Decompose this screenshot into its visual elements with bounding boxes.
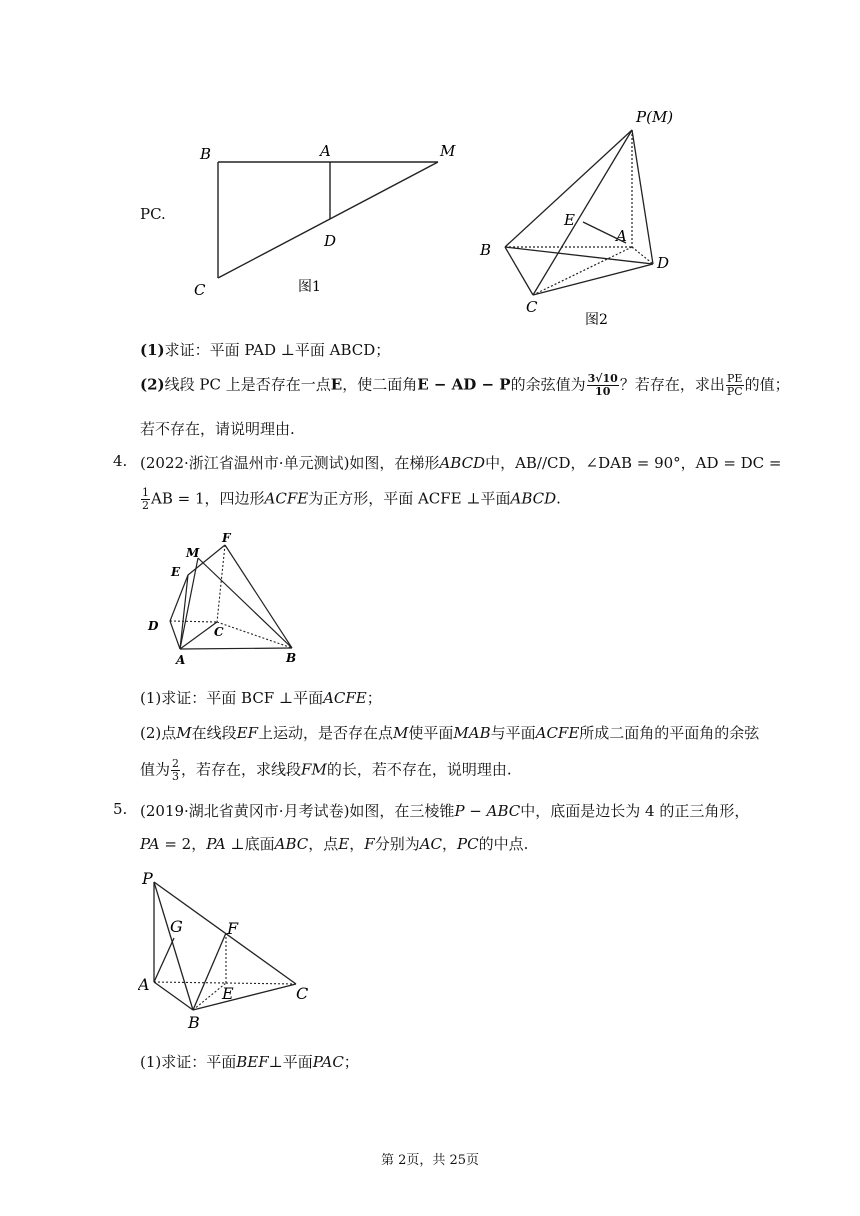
fig4-label-C: C [214, 625, 224, 639]
fig2-label-C: C [526, 298, 538, 316]
fig5-label-C: C [296, 984, 309, 1003]
fig4-label-F: F [222, 531, 231, 545]
fig4-label-B: B [286, 651, 297, 665]
fig2-label-D: D [657, 254, 670, 272]
fig1-caption: 图1 [298, 279, 321, 295]
fig5-label-E: E [222, 984, 234, 1003]
fig5-label-B: B [188, 1013, 200, 1032]
fig2-label-PM: P(M) [636, 108, 674, 126]
fig4-label-E: E [171, 565, 181, 579]
p3-question-2-line2: 若不存在，请说明理由. [140, 420, 295, 438]
p3-question-1: (1)求证：平面 PAD ⊥平面 ABCD； [140, 341, 391, 359]
fig1-label-D: D [324, 232, 337, 250]
p5-question-1: (1)求证：平面BEF⊥平面PAC； [140, 1053, 359, 1071]
p5-number: 5. [113, 800, 128, 818]
fig5-label-P: P [142, 869, 153, 888]
fig2-label-A: A [616, 227, 627, 245]
fig1-label-C: C [194, 281, 206, 299]
fig2-label-B: B [480, 241, 492, 259]
figure-2 [470, 100, 720, 335]
fig4-label-M: M [186, 546, 200, 560]
p3-question-2: (2)线段 PC 上是否存在一点E，使二面角E − AD − P的余弦值为 $\frac{3√10}{10}$ ？若存在，求出 $\frac{PE}{PC}$ 的值； [140, 372, 790, 398]
fig2-caption: 图2 [585, 312, 608, 328]
fig4-label-A: A [176, 653, 186, 667]
fig2-label-E: E [564, 211, 575, 229]
pc-fragment: PC. [140, 205, 166, 223]
p4-question-2-line2: 值为 $\frac{2}{3}$ ，若存在，求线段FM的长，若不存在，说明理由. [140, 757, 512, 783]
p4-question-1: (1)求证：平面 BCF ⊥平面ACFE； [140, 689, 382, 707]
fig5-label-F: F [227, 919, 239, 938]
fig5-label-G: G [170, 917, 183, 936]
fig4-label-D: D [148, 619, 159, 633]
page-footer: 第 2页，共 25页 [380, 1153, 480, 1168]
p5-stem-line1: (2019·湖北省黄冈市·月考试卷)如图，在三棱锥P − ABC中，底面是边长为 4 的正三角形， [140, 802, 750, 820]
fig5-label-A: A [138, 975, 150, 994]
fig1-label-M: M [440, 142, 456, 160]
figure-problem-4 [140, 528, 315, 668]
p4-stem-line2: $\frac{1}{2}$ AB = 1，四边形ACFE为正方形，平面 ACFE ⊥平面ABCD. [142, 486, 561, 512]
p5-stem-line2: PA = 2，PA ⊥底面ABC，点E，F分别为AC，PC的中点. [140, 835, 529, 853]
figure-1 [190, 135, 470, 305]
figure-problem-5 [138, 868, 323, 1033]
p4-number: 4. [113, 452, 128, 470]
fig1-label-A: A [320, 142, 331, 160]
p4-question-2: (2)点M在线段EF上运动，是否存在点M使平面MAB与平面ACFE所成二面角的平面角的余弦 [140, 724, 760, 742]
p4-stem-line1: (2022·浙江省温州市·单元测试)如图，在梯形ABCD中，AB//CD，∠DAB = 90°，AD = DC = [140, 454, 782, 472]
fig1-label-B: B [200, 145, 212, 163]
